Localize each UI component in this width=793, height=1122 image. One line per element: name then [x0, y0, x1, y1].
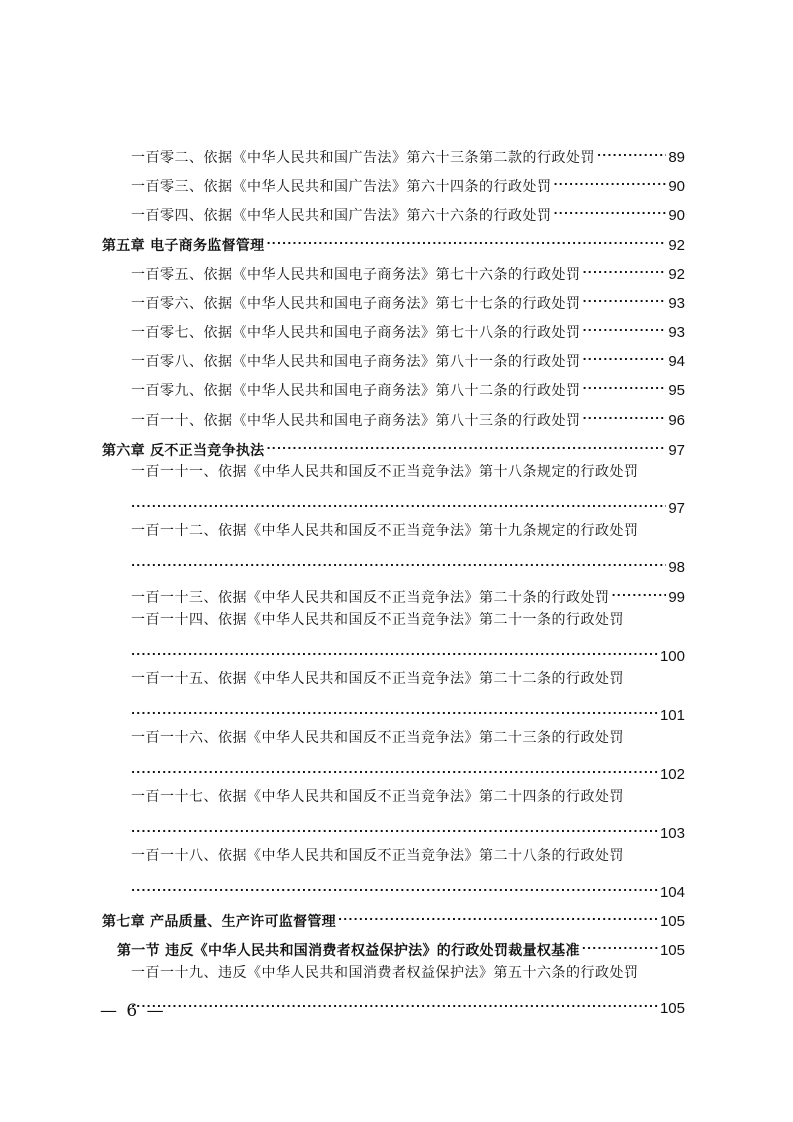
toc-entry-continuation[interactable] [131, 757, 685, 783]
dot-leader [131, 550, 666, 572]
toc-entry-label: 一百一十八、依据《中华人民共和国反不正当竞争法》第二十八条的行政处罚 [131, 848, 624, 864]
toc-entry-label: 一百零八、依据《中华人民共和国电子商务法》第八十一条的行政处罚 [131, 354, 581, 370]
toc-page-number: 96 [668, 412, 685, 429]
toc-entry-label: 一百零九、依据《中华人民共和国电子商务法》第八十二条的行政处罚 [131, 383, 581, 399]
toc-entry[interactable] [131, 198, 685, 224]
dot-leader [554, 198, 667, 220]
toc-page-number: 99 [668, 589, 685, 606]
dot-leader [266, 228, 666, 250]
toc-entry-label: 一百一十、依据《中华人民共和国电子商务法》第八十三条的行政处罚 [131, 413, 581, 429]
toc-section-label: 第一节 违反《中华人民共和国消费者权益保护法》的行政处罚裁量权基准 [117, 943, 580, 959]
toc-entry-label: 一百一十四、依据《中华人民共和国反不正当竞争法》第二十一条的行政处罚 [131, 612, 624, 628]
toc-entry[interactable] [131, 520, 685, 542]
toc-entry-label: 一百一十一、依据《中华人民共和国反不正当竞争法》第十八条规定的行政处罚 [131, 464, 639, 480]
toc-page-number: 103 [659, 825, 685, 842]
toc-entry-label: 一百零六、依据《中华人民共和国电子商务法》第七十七条的行政处罚 [131, 296, 581, 312]
toc-page-number: 89 [668, 149, 685, 166]
toc-entry-label: 一百零五、依据《中华人民共和国电子商务法》第七十六条的行政处罚 [131, 267, 581, 283]
toc-page-number: 102 [659, 766, 685, 783]
toc-entry[interactable] [131, 257, 685, 283]
toc-page-number: 97 [668, 500, 685, 517]
toc-entry[interactable] [131, 962, 685, 984]
toc-entry-label: 一百零三、依据《中华人民共和国广告法》第六十四条的行政处罚 [131, 179, 552, 195]
dot-leader [597, 140, 666, 162]
toc-entry[interactable] [131, 140, 685, 166]
toc-page-number: 92 [668, 266, 685, 283]
toc-entry-label: 一百零四、依据《中华人民共和国广告法》第六十六条的行政处罚 [131, 208, 552, 224]
toc-entry[interactable] [131, 580, 685, 606]
toc-page-number: 105 [659, 913, 685, 930]
toc-entry[interactable] [131, 344, 685, 370]
toc-chapter-label: 第七章 产品质量、生产许可监督管理 [102, 914, 336, 930]
toc-entry-continuation[interactable] [131, 991, 685, 1017]
dot-leader [582, 933, 658, 955]
toc-page-number: 105 [659, 1000, 685, 1017]
toc-entry-label: 一百一十三、依据《中华人民共和国反不正当竞争法》第二十条的行政处罚 [131, 590, 610, 606]
toc-entry-label: 一百一十七、依据《中华人民共和国反不正当竞争法》第二十四条的行政处罚 [131, 789, 624, 805]
toc-entry[interactable] [131, 373, 685, 399]
dot-leader [131, 875, 658, 897]
toc-entry[interactable] [131, 286, 685, 312]
toc-entry[interactable] [131, 403, 685, 429]
dot-leader [583, 373, 667, 395]
dot-leader [583, 286, 667, 308]
page-footer-number: — 6 — [100, 1001, 166, 1021]
dot-leader [583, 315, 667, 337]
dot-leader [612, 580, 667, 602]
toc-entry-label: 一百一十二、依据《中华人民共和国反不正当竞争法》第十九条规定的行政处罚 [131, 523, 639, 539]
dot-leader [583, 344, 667, 366]
dot-leader [131, 816, 658, 838]
toc-page-number: 98 [668, 559, 685, 576]
toc-entry-label: 一百零二、依据《中华人民共和国广告法》第六十三条第二款的行政处罚 [131, 150, 595, 166]
toc-entry[interactable] [131, 668, 685, 690]
toc-entry[interactable] [131, 315, 685, 341]
toc-entry-continuation[interactable] [131, 816, 685, 842]
toc-entry-continuation[interactable] [131, 491, 685, 517]
toc-entry-label: 一百零七、依据《中华人民共和国电子商务法》第七十八条的行政处罚 [131, 325, 581, 341]
toc-page-number: 94 [668, 353, 685, 370]
toc-page-number: 90 [668, 207, 685, 224]
dot-leader [131, 991, 658, 1013]
dot-leader [131, 698, 658, 720]
toc-chapter-label: 第六章 反不正当竞争执法 [102, 443, 265, 459]
toc-page-number: 93 [668, 295, 685, 312]
toc-entry-continuation[interactable] [131, 875, 685, 901]
dot-leader [131, 491, 666, 513]
toc-section[interactable] [117, 933, 685, 959]
toc-chapter[interactable] [102, 228, 685, 254]
dot-leader [583, 257, 667, 279]
toc-chapter[interactable] [102, 904, 685, 930]
toc-entry-label: 一百一十五、依据《中华人民共和国反不正当竞争法》第二十二条的行政处罚 [131, 671, 624, 687]
toc-entry[interactable] [131, 461, 685, 483]
dot-leader [266, 433, 666, 455]
toc-page-number: 100 [659, 648, 685, 665]
toc-page-number: 90 [668, 178, 685, 195]
dot-leader [131, 757, 658, 779]
toc-entry[interactable] [131, 609, 685, 631]
toc-page-number: 93 [668, 324, 685, 341]
toc-chapter[interactable] [102, 433, 685, 459]
toc-entry-label: 一百一十六、依据《中华人民共和国反不正当竞争法》第二十三条的行政处罚 [131, 730, 624, 746]
toc-page-number: 97 [668, 442, 685, 459]
toc-entry-continuation[interactable] [131, 698, 685, 724]
toc-chapter-label: 第五章 电子商务监督管理 [102, 238, 265, 254]
toc-entry-continuation[interactable] [131, 639, 685, 665]
toc-entry[interactable] [131, 845, 685, 867]
dot-leader [583, 403, 667, 425]
toc-page-number: 105 [659, 942, 685, 959]
dot-leader [338, 904, 658, 926]
toc-page-number: 92 [668, 237, 685, 254]
toc-page-number: 95 [668, 382, 685, 399]
toc-entry[interactable] [131, 169, 685, 195]
toc-entry[interactable] [131, 727, 685, 749]
toc-entry-label: 一百一十九、违反《中华人民共和国消费者权益保护法》第五十六条的行政处罚 [131, 965, 639, 981]
toc-page-number: 104 [659, 884, 685, 901]
toc-entry-continuation[interactable] [131, 550, 685, 576]
toc-entry[interactable] [131, 786, 685, 808]
dot-leader [554, 169, 667, 191]
dot-leader [131, 639, 658, 661]
toc-page-number: 101 [659, 707, 685, 724]
